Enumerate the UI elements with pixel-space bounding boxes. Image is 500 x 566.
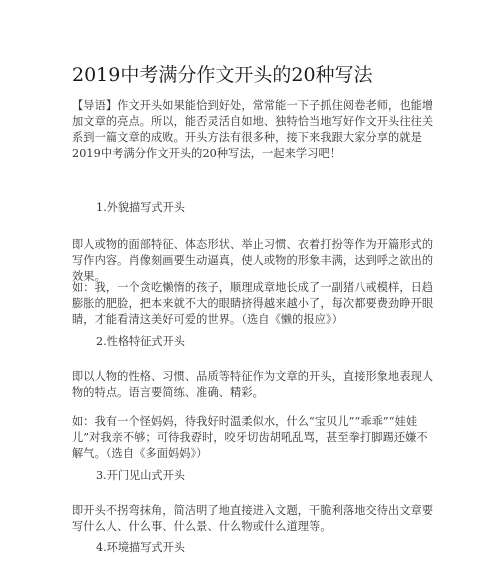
document-title: 2019中考满分作文开头的20种写法 (72, 64, 373, 86)
section-1-example-text: 如：我，一个贪吃懒惰的孩子，顺理成章地长成了一副猪八戒模样，日趋膨胀的肥脸，把本来就不大的眼睛挤得越来越小了，每次都要费劲睁开眼睛，才能看清这美好可爱的世界。（选自《懒的报应》） (72, 281, 434, 326)
section-heading-4: 4.环境描写式开头 (96, 541, 185, 554)
section-3-description (72, 503, 434, 535)
section-heading-1: 1.外貌描写式开头 (96, 201, 185, 214)
intro-paragraph (72, 98, 434, 162)
intro-text: 【导语】作文开头如果能恰到好处，常常能一下子抓住阅卷老师，也能增加文章的亮点。所以，能否灵活自如地、独特恰当地写好作文开头往往关系到一篇文章的成败。开头方法有很多种，接下来我跟大家分享的就是2019中考满分作文开头的20种写法，一起来学习吧！ (72, 99, 434, 160)
section-3-description-text: 即开头不拐弯抹角，简洁明了地直接进入文题，干脆利落地交待出文章要写什么人、什么事、什么景、什么物或什么道理等。 (72, 504, 434, 533)
section-1-example (72, 280, 434, 328)
section-1-description (72, 237, 434, 285)
section-heading-3: 3.开门见山式开头 (96, 469, 185, 482)
section-2-example (72, 414, 434, 462)
section-2-example-text: 如：我有一个怪妈妈，待我好时温柔似水，什么“宝贝儿”“乖乖”“娃娃儿”对我亲不够；可待我孬时，咬牙切齿胡吼乱骂，甚至拳打脚踢还嫌不解气。（选自《多面妈妈》） (72, 415, 428, 460)
section-heading-2: 2.性格特征式开头 (96, 335, 185, 348)
section-1-description-text: 即人或物的面部特征、体态形状、举止习惯、衣着打扮等作为开篇形式的写作内容。肖像刻画要生动逼真，使人或物的形象丰满，达到呼之欲出的效果。 (72, 238, 434, 283)
section-2-description-text: 即以人物的性格、习惯、品质等特征作为文章的开头，直接形象地表现人物的特点。语言要简练、准确、精彩。 (72, 370, 434, 399)
section-2-description (72, 369, 434, 401)
